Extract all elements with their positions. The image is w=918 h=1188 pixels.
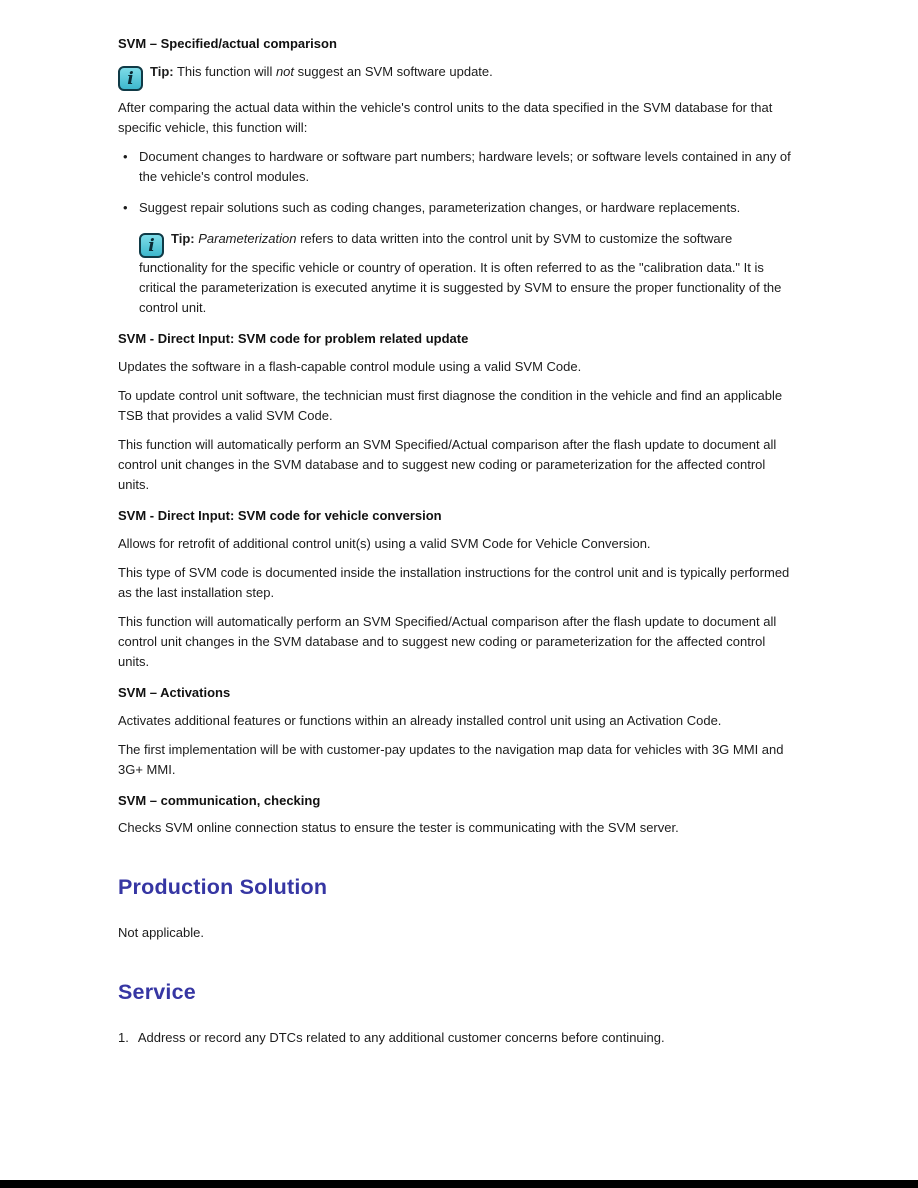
service-step-1 (118, 1028, 796, 1048)
tip-emphasis: Parameterization (198, 230, 297, 246)
paragraph: This type of SVM code is documented inside the installation instructions for the control unit and is typically performed as the last installation step. (118, 564, 790, 600)
paragraph: Allows for retrofit of additional control unit(s) using a valid SVM Code for Vehicle Conversion. (118, 535, 651, 551)
tip-emphasis: not (275, 63, 295, 79)
tip-text: This function will (173, 63, 276, 79)
paragraph: This function will automatically perform an SVM Specified/Actual comparison after the flash update to document all control unit changes in the SVM database and to suggest new coding or parameterization for the affected control units. (118, 613, 777, 669)
tip-label: Tip: (171, 230, 195, 246)
paragraph: To update control unit software, the technician must first diagnose the condition in the vehicle and find an applicable TSB that provides a valid SVM Code. (118, 387, 783, 423)
section-heading-vehicle-conversion: SVM - Direct Input: SVM code for vehicle conversion (118, 507, 442, 523)
scan-edge-bar (0, 1180, 918, 1188)
paragraph: The first implementation will be with customer-pay updates to the navigation map data for vehicles with 3G MMI and 3G+ MMI. (118, 741, 784, 777)
section-heading-communication: SVM – communication, checking (118, 792, 321, 808)
step-text: Address or record any DTCs related to any additional customer concerns before continuing. (137, 1030, 665, 1046)
paragraph: Updates the software in a flash-capable control module using a valid SVM Code. (118, 358, 582, 374)
section-heading-svm-comparison: SVM – Specified/actual comparison (118, 36, 337, 51)
bullet-item: • Document changes to hardware or software part numbers; hardware levels; or software levels contained in any of the vehicle's control modules. (139, 147, 796, 187)
paragraph: Activates additional features or functions within an already installed control unit using an Activation Code. (118, 712, 722, 728)
paragraph-intro: After comparing the actual data within the vehicle's control units to the data specified in the SVM database for that specific vehicle, this function will: (118, 99, 773, 135)
paragraph: Checks SVM online connection status to ensure the tester is communicating with the SVM server. (118, 820, 679, 836)
bullet-list (118, 147, 796, 218)
heading-service: Service (118, 980, 196, 1005)
document-content (118, 36, 796, 1048)
step-number: 1. (118, 1030, 129, 1046)
paragraph: This function will automatically perform an SVM Specified/Actual comparison after the flash update to document all control unit changes in the SVM database and to suggest new coding or parameterization for the affected control units. (118, 436, 777, 492)
info-tip-icon: i (139, 233, 164, 258)
section-heading-problem-update: SVM - Direct Input: SVM code for problem related update (118, 330, 469, 346)
heading-production-solution: Production Solution (118, 875, 328, 900)
tip-text-end: refers to data written into the control unit by SVM to customize the software functionality for the specific vehicle or country of operation. It is often referred to as the "calibration data." It is critical the parameterization is executed anytime it is suggested by SVM to ensure the proper functionality of the control unit. (139, 230, 782, 315)
info-tip-icon: i (118, 66, 143, 91)
tip-label: Tip: (150, 63, 174, 79)
tip-text-end: suggest an SVM software update. (294, 63, 493, 79)
section-heading-activations: SVM – Activations (118, 684, 231, 700)
bullet-item: • Suggest repair solutions such as coding changes, parameterization changes, or hardware replacements. (139, 198, 796, 218)
tip-note-2 (139, 229, 796, 318)
paragraph-not-applicable: Not applicable. (118, 925, 204, 941)
tip-note-1 (118, 62, 796, 91)
